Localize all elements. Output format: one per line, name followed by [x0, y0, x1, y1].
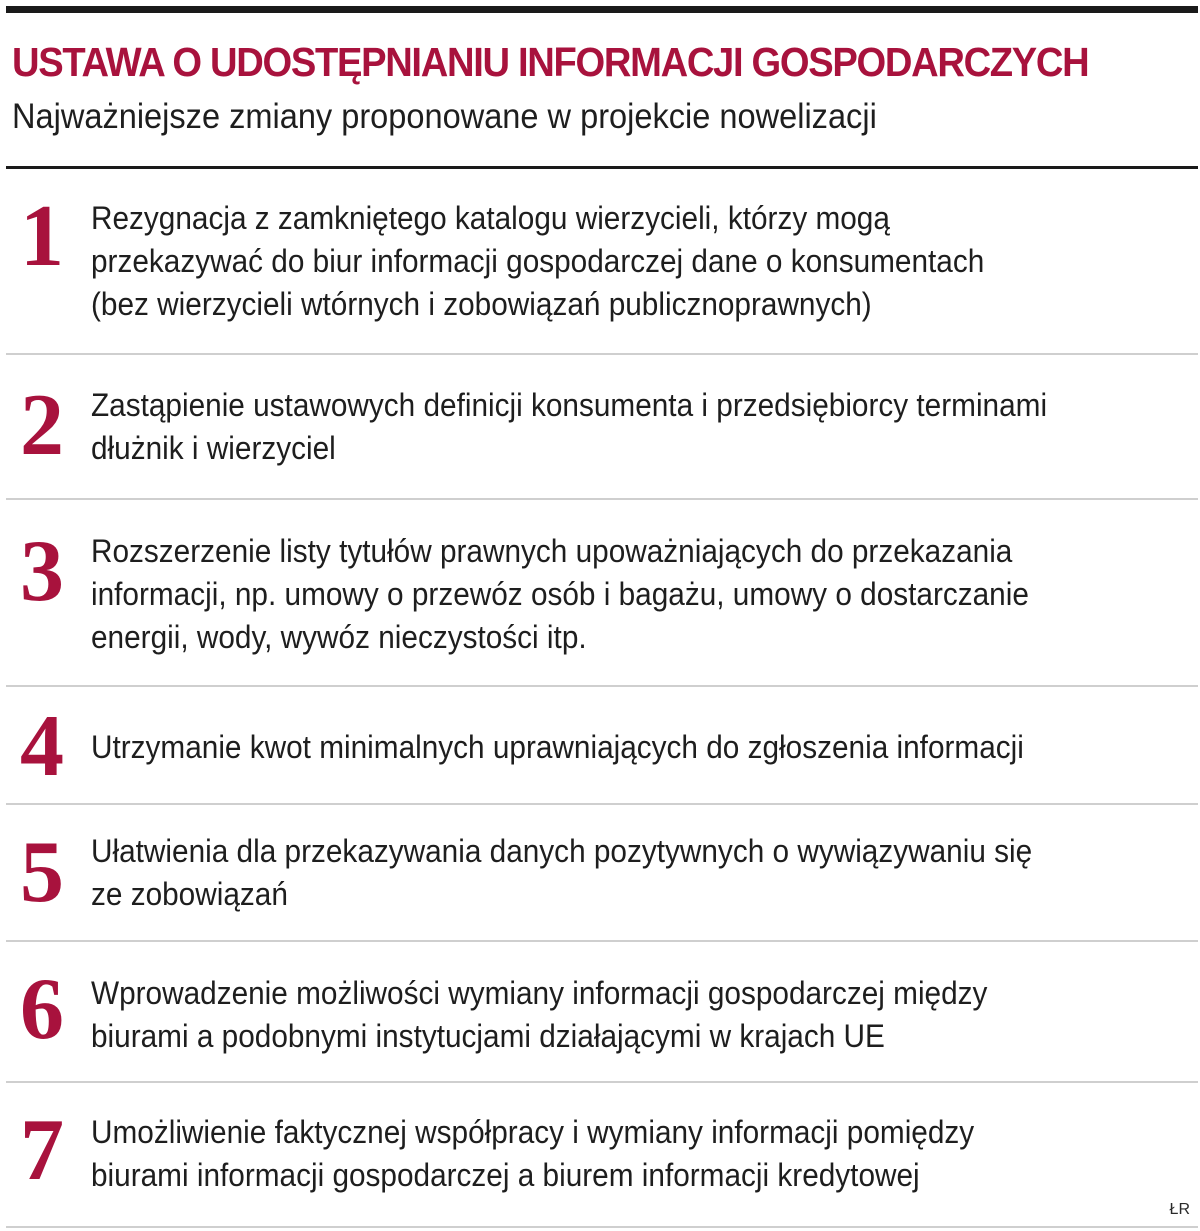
item-text-line: Ułatwienia dla przekazywania danych pozytywnych o wywiązywaniu się: [91, 833, 1033, 869]
author-credit: ŁR: [1169, 1201, 1190, 1218]
list-item: [6, 500, 1198, 687]
item-text-line: biurami informacji gospodarczej a biurem informacji kredytowej: [91, 1157, 920, 1193]
item-number: 7: [20, 1102, 64, 1199]
item-number: 4: [20, 698, 64, 795]
item-text: [91, 830, 1114, 916]
item-text-line: Rozszerzenie listy tytułów prawnych upoważniających do przekazania: [91, 533, 1013, 569]
item-text-line: Zastąpienie ustawowych definicji konsumenta i przedsiębiorcy terminami: [91, 387, 1048, 423]
list-item: [6, 687, 1198, 805]
item-text-line: biurami a podobnymi instytucjami działającymi w krajach UE: [91, 1018, 885, 1054]
list-item: [6, 169, 1198, 355]
page-title: USTAWA O UDOSTĘPNIANIU INFORMACJI GOSPODARCZYCH: [12, 39, 1089, 85]
item-text-line: Umożliwienie faktycznej współpracy i wymiany informacji pomiędzy: [91, 1114, 975, 1150]
list-item: [6, 942, 1198, 1083]
page-subtitle: Najważniejsze zmiany proponowane w projekcie nowelizacji: [12, 97, 877, 136]
bottom-rule: [6, 1226, 1198, 1228]
item-text: [91, 726, 1114, 769]
item-text-line: Rezygnacja z zamkniętego katalogu wierzycieli, którzy mogą: [91, 200, 890, 236]
item-text-line: (bez wierzycieli wtórnych i zobowiązań publicznoprawnych): [91, 286, 872, 322]
item-text: [91, 384, 1114, 470]
list-item: [6, 355, 1198, 500]
list-item: [6, 805, 1198, 942]
item-text-line: informacji, np. umowy o przewóz osób i bagażu, umowy o dostarczanie: [91, 576, 1029, 612]
item-text: [91, 1111, 1114, 1197]
item-number: 1: [20, 188, 64, 285]
item-number: 5: [20, 824, 64, 921]
item-number: 2: [20, 377, 64, 474]
item-text-line: przekazywać do biur informacji gospodarczej dane o konsumentach: [91, 243, 985, 279]
item-text-line: energii, wody, wywóz nieczystości itp.: [91, 619, 587, 655]
item-number: 6: [20, 961, 64, 1058]
item-text-line: dłużnik i wierzyciel: [91, 430, 336, 466]
top-rule: [6, 6, 1198, 13]
list-item: [6, 1083, 1198, 1223]
item-text: [91, 530, 1114, 659]
item-number: 3: [20, 523, 64, 620]
item-text: [91, 197, 1114, 326]
item-text-line: Utrzymanie kwot minimalnych uprawniających do zgłoszenia informacji: [91, 729, 1024, 765]
item-text: [91, 972, 1114, 1058]
item-text-line: Wprowadzenie możliwości wymiany informacji gospodarczej między: [91, 975, 988, 1011]
changes-list: [6, 169, 1198, 1223]
item-text-line: ze zobowiązań: [91, 876, 288, 912]
